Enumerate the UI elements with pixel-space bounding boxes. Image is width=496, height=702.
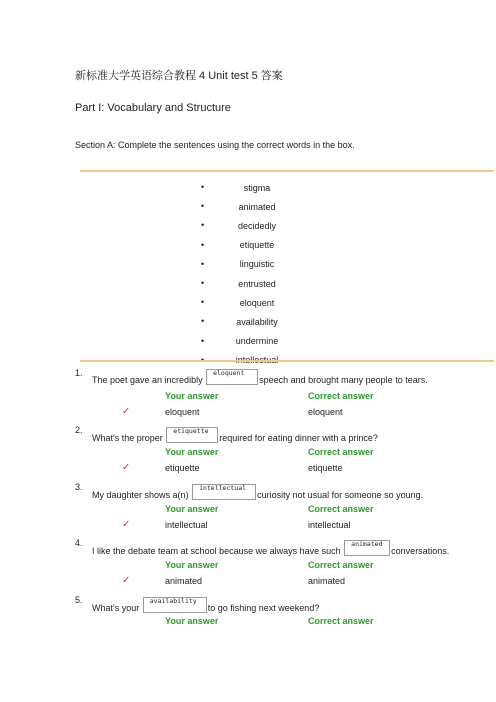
correct-answer-header: Correct answer [308,391,374,401]
correct-answer-value: animated [308,576,346,586]
bullet-icon: • [201,335,205,346]
word-label: etiquette [239,240,275,251]
word-item [190,255,310,274]
question-text-before: The poet gave an incredibly [92,375,203,385]
correct-answer-header: Correct answer [308,504,374,514]
word-label: linguistic [239,259,275,270]
word-label: stigma [243,182,271,193]
word-box-top-rule [80,170,494,172]
blank-value: availability [149,597,197,605]
your-answer-header: Your answer [165,616,219,626]
question-1 [92,369,428,385]
question-text-before: I like the debate team at school because we always have such [92,546,341,556]
document-title: 新标准大学英语综合教程 4 Unit test 5 答案 [75,70,283,82]
bullet-icon: • [201,316,205,327]
your-answer-value: eloquent [165,407,200,417]
checkmark-icon: ✓ [122,519,131,530]
word-label: entrusted [238,278,276,289]
answer-blank-2[interactable] [166,427,218,443]
question-number: 2. [75,425,83,435]
word-item [190,332,310,351]
bullet-icon: • [201,277,205,288]
your-answer-header: Your answer [165,504,219,514]
your-answer-value: etiquette [165,463,200,473]
question-number: 4. [75,538,83,548]
bullet-icon: • [201,239,205,250]
word-box [190,178,310,370]
blank-value: animated [351,540,383,548]
word-item [190,178,310,197]
checkmark-icon: ✓ [122,575,131,586]
blank-value: etiquette [173,427,209,435]
question-text-after: to go fishing next weekend? [207,603,320,613]
blank-value: eloquent [213,369,245,377]
blank-value: intellectual [199,484,247,492]
correct-answer-header: Correct answer [308,560,374,570]
word-label: animated [238,201,276,212]
correct-answer-header: Correct answer [308,616,374,626]
answer-blank-5[interactable] [143,597,207,613]
question-text-after: speech and brought many people to tears. [259,375,428,385]
your-answer-value: animated [165,576,203,586]
word-label: undermine [235,336,279,347]
your-answer-header: Your answer [165,560,219,570]
question-4 [92,540,449,556]
question-text-after: curiosity not usual for someone so young. [257,490,424,500]
bullet-icon: • [201,258,205,269]
question-text-before: My daughter shows a(n) [92,490,189,500]
word-label: decidedly [237,220,277,231]
correct-answer-value: intellectual [308,520,351,530]
question-text-after: conversations. [391,546,450,556]
question-text-after: required for eating dinner with a prince? [219,433,378,443]
question-text-before: What's your [92,603,140,613]
checkmark-icon: ✓ [122,406,131,417]
your-answer-value: intellectual [165,520,208,530]
checkmark-icon: ✓ [122,462,131,473]
question-text-before: What's the proper [92,433,163,443]
answer-blank-3[interactable] [192,484,256,500]
section-instructions: Section A: Complete the sentences using the correct words in the box. [75,140,355,150]
question-2 [92,427,378,443]
word-label: eloquent [239,297,275,308]
part-heading: Part I: Vocabulary and Structure [75,102,231,114]
your-answer-header: Your answer [165,447,219,457]
question-number: 3. [75,482,83,492]
question-3 [92,484,423,500]
word-box-bottom-rule [80,360,494,362]
word-item [190,236,310,255]
word-label: availability [236,316,278,327]
correct-answer-header: Correct answer [308,447,374,457]
bullet-icon: • [201,201,205,212]
your-answer-header: Your answer [165,391,219,401]
word-item [190,312,310,331]
correct-answer-value: eloquent [308,407,343,417]
word-item [190,293,310,312]
bullet-icon: • [201,297,205,308]
bullet-icon: • [201,220,205,231]
word-item [190,274,310,293]
answer-blank-1[interactable] [206,369,258,385]
word-item [190,216,310,235]
question-5 [92,597,319,613]
correct-answer-value: etiquette [308,463,343,473]
answer-blank-4[interactable] [344,540,390,556]
bullet-icon: • [201,182,205,192]
question-number: 5. [75,595,83,605]
question-number: 1. [75,368,83,378]
word-item [190,197,310,216]
